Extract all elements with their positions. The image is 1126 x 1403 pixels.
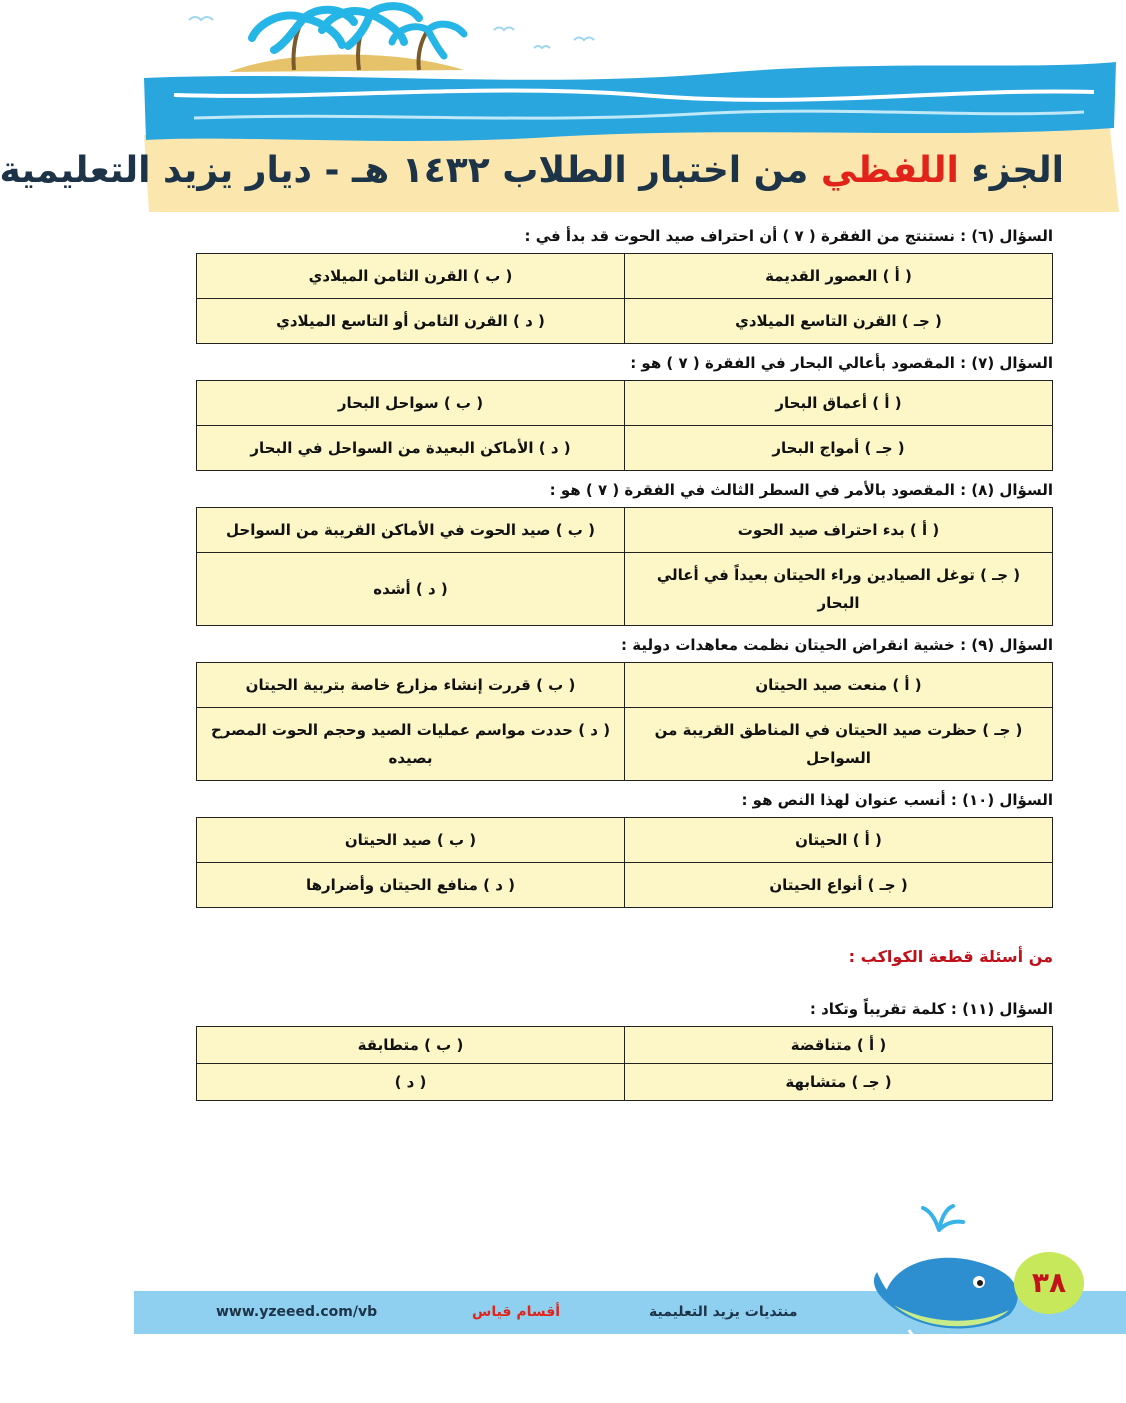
questions-content [196, 225, 1053, 1109]
option-c[interactable]: ( جـ ) حظرت صيد الحيتان في المناطق القريبة من السواحل [625, 708, 1053, 781]
table-row [197, 254, 1053, 299]
page-footer [134, 1160, 1126, 1403]
option-c[interactable]: ( جـ ) أمواج البحار [625, 426, 1053, 471]
table-row [197, 1027, 1053, 1064]
option-b[interactable]: ( ب ) سواحل البحار [197, 381, 625, 426]
option-a[interactable]: ( أ ) العصور القديمة [625, 254, 1053, 299]
question-7: السؤال (٧) : المقصود بأعالي البحار في الفقرة ( ٧ ) هو : [630, 354, 1053, 372]
table-row [197, 818, 1053, 863]
options-table-8 [196, 507, 1053, 626]
question-10: السؤال (١٠) : أنسب عنوان لهذا النص هو : [741, 791, 1053, 809]
options-table-7 [196, 380, 1053, 471]
question-8: السؤال (٨) : المقصود بالأمر في السطر الثالث في الفقرة ( ٧ ) هو : [549, 481, 1053, 499]
question-11: السؤال (١١) : كلمة تقريباً وتكاد : [809, 1000, 1053, 1018]
footer-url-link[interactable]: www.yzeeed.com/vb [216, 1304, 378, 1320]
option-a[interactable]: ( أ ) الحيتان [625, 818, 1053, 863]
page-header [0, 0, 1126, 215]
option-c[interactable]: ( جـ ) توغل الصيادين وراء الحيتان بعيداً في أعالي البحار [625, 553, 1053, 626]
option-b[interactable]: ( ب ) صيد الحوت في الأماكن القريبة من السواحل [197, 508, 625, 553]
table-row [197, 553, 1053, 626]
option-b[interactable]: ( ب ) القرن الثامن الميلادي [197, 254, 625, 299]
question-9: السؤال (٩) : خشية انقراض الحيتان نظمت معاهدات دولية : [621, 636, 1053, 654]
options-table-6 [196, 253, 1053, 344]
option-c[interactable]: ( جـ ) أنواع الحيتان [625, 863, 1053, 908]
table-row [197, 708, 1053, 781]
whale-icon [869, 1200, 1029, 1350]
option-b[interactable]: ( ب ) متطابقة [197, 1027, 625, 1064]
option-d[interactable]: ( د ) حددت مواسم عمليات الصيد وحجم الحوت المصرح بصيده [197, 708, 625, 781]
footer-forum-name: منتديات يزيد التعليمية [649, 1304, 798, 1320]
option-d[interactable]: ( د ) القرن الثامن أو التاسع الميلادي [197, 299, 625, 344]
options-table-9 [196, 662, 1053, 781]
option-d[interactable]: ( د ) الأماكن البعيدة من السواحل في البحار [197, 426, 625, 471]
footer-sections-link[interactable]: أقسام قياس [472, 1304, 561, 1320]
option-b[interactable]: ( ب ) قررت إنشاء مزارع خاصة بتربية الحيتان [197, 663, 625, 708]
page-number-badge: ٣٨ [1014, 1252, 1084, 1314]
page-title: الجزء اللفظي من اختبار الطلاب ١٤٣٢ هـ - ديار يزيد التعليمية [0, 150, 1064, 191]
table-row [197, 508, 1053, 553]
option-a[interactable]: ( أ ) بدء احتراف صيد الحوت [625, 508, 1053, 553]
option-a[interactable]: ( أ ) متناقضة [625, 1027, 1053, 1064]
options-table-11 [196, 1026, 1053, 1101]
question-6: السؤال (٦) : نستنتج من الفقرة ( ٧ ) أن احتراف صيد الحوت قد بدأ في : [524, 227, 1053, 245]
option-a[interactable]: ( أ ) منعت صيد الحيتان [625, 663, 1053, 708]
table-row [197, 863, 1053, 908]
option-a[interactable]: ( أ ) أعماق البحار [625, 381, 1053, 426]
table-row [197, 1064, 1053, 1101]
option-c[interactable]: ( جـ ) متشابهة [625, 1064, 1053, 1101]
option-d[interactable]: ( د ) منافع الحيتان وأضرارها [197, 863, 625, 908]
option-c[interactable]: ( جـ ) القرن التاسع الميلادي [625, 299, 1053, 344]
table-row [197, 299, 1053, 344]
table-row [197, 426, 1053, 471]
table-row [197, 381, 1053, 426]
section-title: من أسئلة قطعة الكواكب : [848, 947, 1053, 966]
options-table-10 [196, 817, 1053, 908]
option-d[interactable]: ( د ) [197, 1064, 625, 1101]
option-d[interactable]: ( د ) أشده [197, 553, 625, 626]
page-title-highlight: اللفظي [820, 150, 959, 191]
option-b[interactable]: ( ب ) صيد الحيتان [197, 818, 625, 863]
table-row [197, 663, 1053, 708]
